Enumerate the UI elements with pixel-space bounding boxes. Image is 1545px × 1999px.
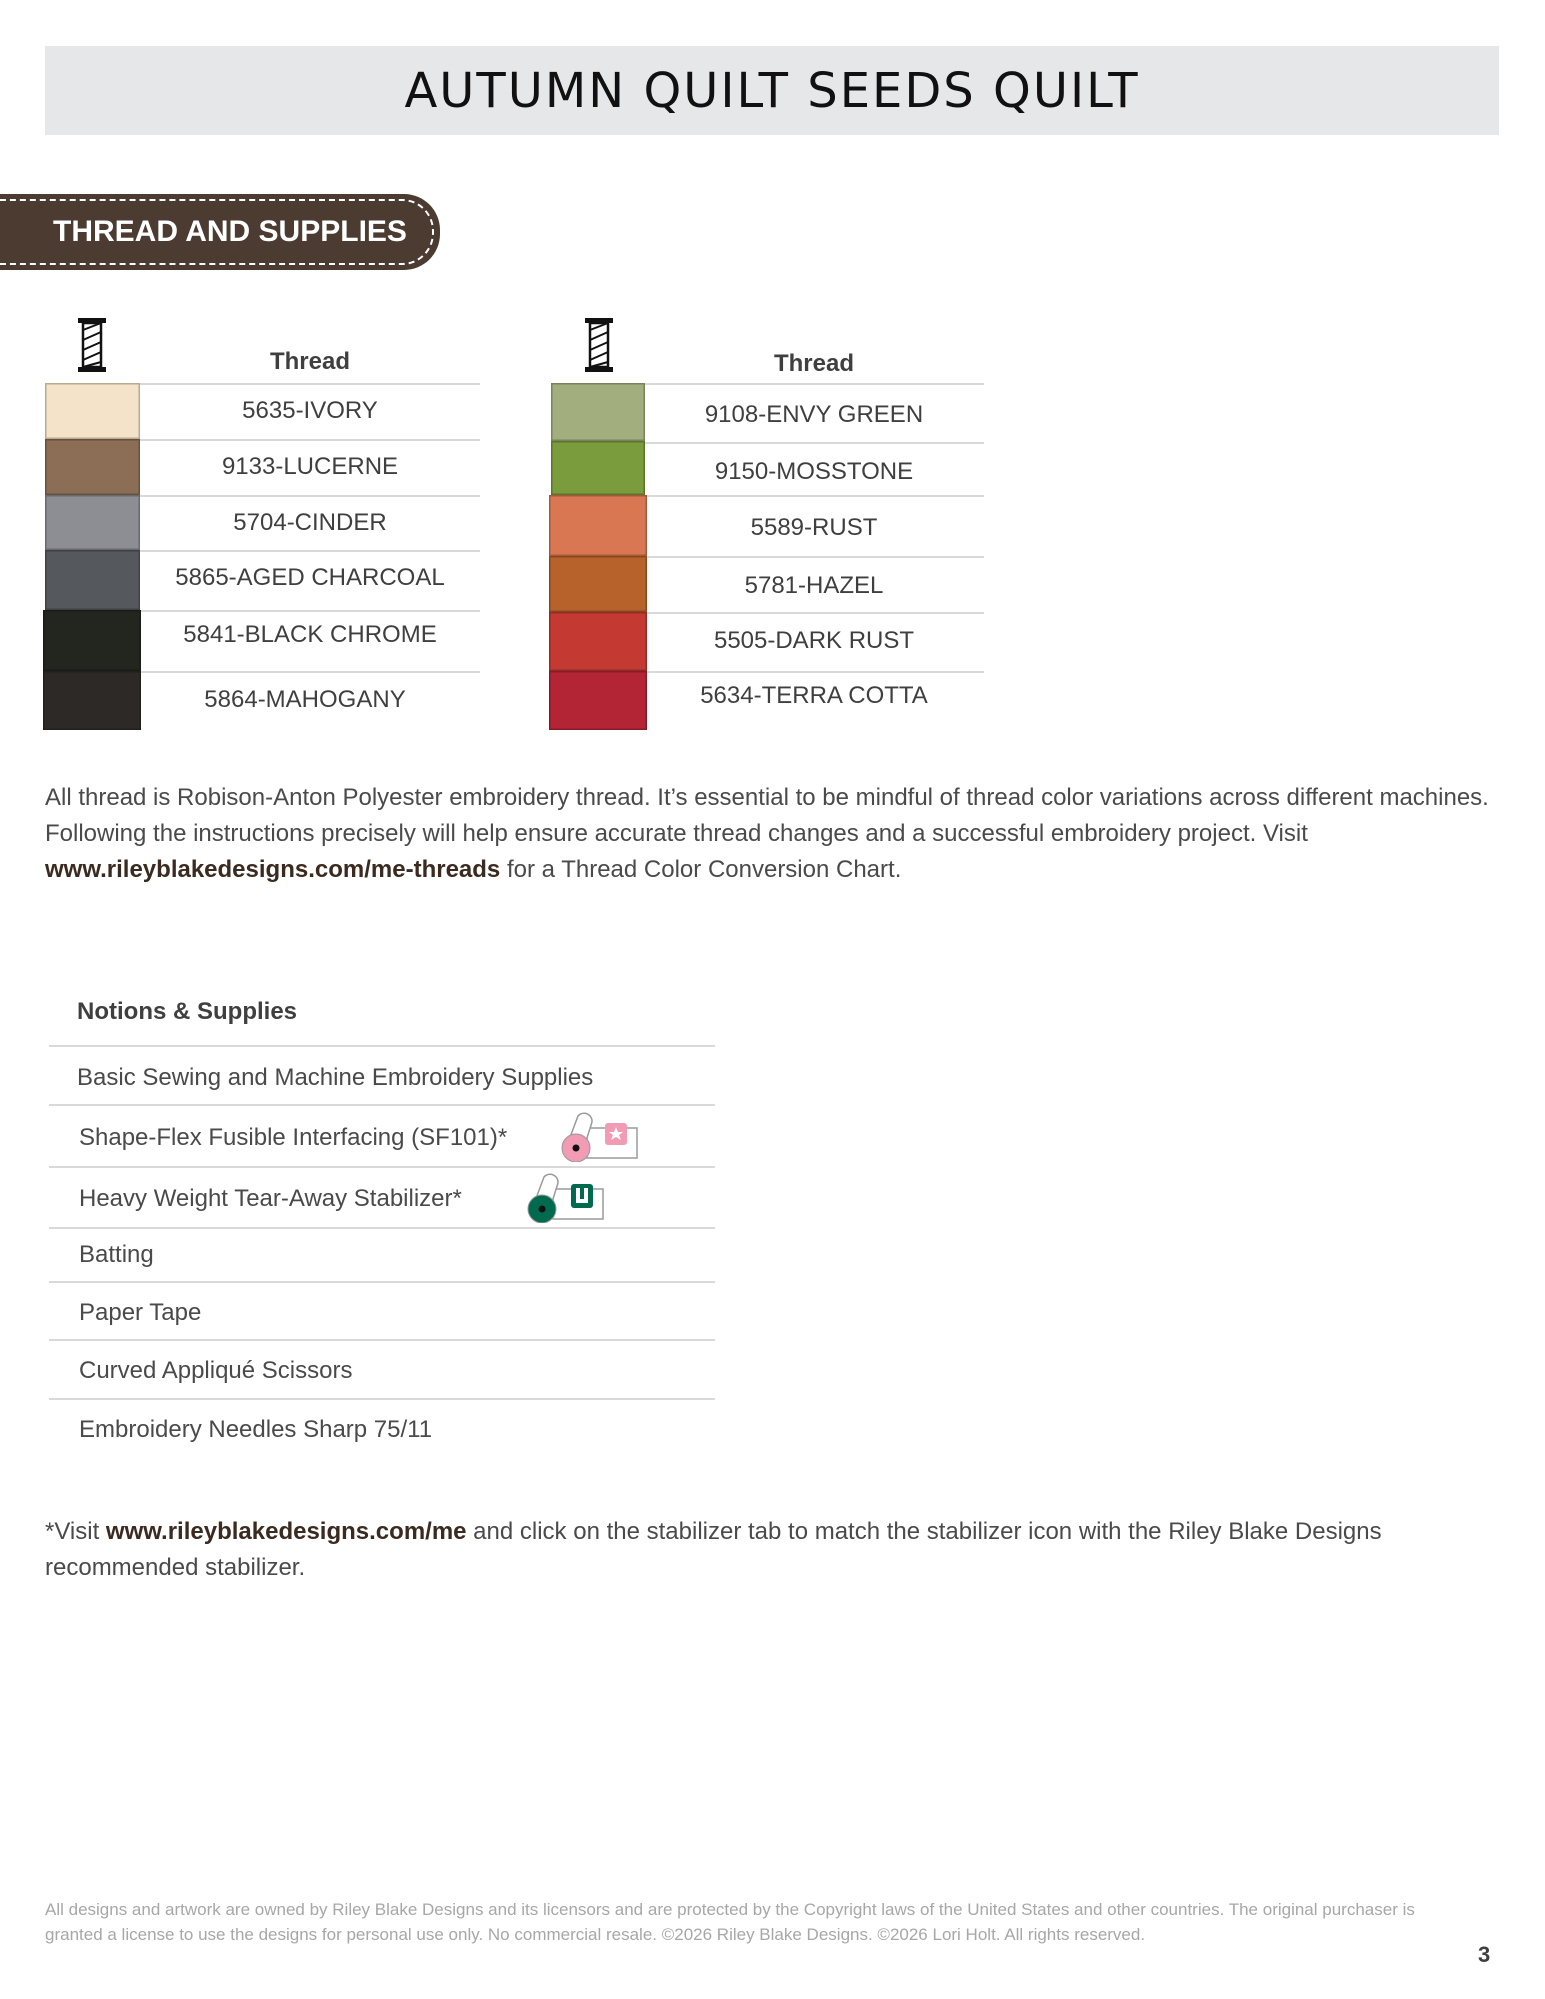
thread-swatch-hazel: [549, 556, 647, 612]
thread-note-text-after: for a Thread Color Conversion Chart.: [500, 856, 902, 883]
divider: [140, 439, 480, 441]
notion-item: Embroidery Needles Sharp 75/11: [79, 1416, 433, 1443]
notions-title: Notions & Supplies: [77, 998, 298, 1025]
thread-swatch-mosstone: [551, 441, 645, 495]
divider: [644, 671, 984, 673]
divider: [49, 1045, 715, 1047]
divider: [49, 1227, 715, 1229]
thread-name: 5505-DARK RUST: [713, 627, 915, 654]
thread-name: 5635-IVORY: [242, 397, 378, 424]
thread-swatch-mahogany: [43, 671, 141, 730]
divider: [49, 1281, 715, 1283]
divider: [140, 610, 480, 612]
thread-swatch-envy-green: [551, 383, 645, 441]
notion-item: Batting: [79, 1241, 154, 1268]
page-number: 3: [1478, 1942, 1491, 1967]
section-tab-label: THREAD AND SUPPLIES: [53, 215, 407, 248]
divider: [140, 671, 480, 673]
thread-swatch-aged-charcoal: [45, 550, 140, 610]
thread-note-text: All thread is Robison-Anton Polyester embroidery thread. It’s essential to be mindful of thread color variations across different machines. Following the instructions precisely will help ensure accurate thread changes and a successful embroidery project. Visit: [45, 784, 1489, 847]
thread-name: 5589-RUST: [750, 514, 878, 541]
thread-swatch-lucerne: [45, 439, 140, 495]
thread-spool-icon: [584, 318, 614, 372]
thread-swatch-rust: [549, 495, 647, 556]
divider: [644, 495, 984, 497]
thread-name: 5865-AGED CHARCOAL: [175, 564, 445, 591]
divider: [140, 383, 480, 385]
thread-link[interactable]: www.rileyblakedesigns.com/me-threads: [45, 856, 501, 883]
thread-name: 5864-MAHOGANY: [204, 686, 406, 713]
stabilizer-note-prefix: *Visit: [45, 1518, 106, 1545]
thread-spool-icon: [77, 318, 107, 372]
stabilizer-link[interactable]: www.rileyblakedesigns.com/me: [105, 1518, 467, 1545]
divider: [140, 550, 480, 552]
thread-name: 9133-LUCERNE: [221, 453, 399, 480]
divider: [644, 383, 984, 385]
divider: [49, 1166, 715, 1168]
title-bar: [45, 46, 1499, 135]
page-title: AUTUMN QUILT SEEDS QUILT: [404, 62, 1140, 119]
divider: [49, 1104, 715, 1106]
thread-name: 5781-HAZEL: [744, 572, 884, 599]
thread-swatch-dark-rust: [549, 612, 647, 671]
stabilizer-note: [45, 1514, 1495, 1586]
divider: [644, 442, 984, 444]
thread-swatch-terra-cotta: [549, 671, 647, 730]
pink-stabilizer-roll-icon: [560, 1110, 642, 1162]
notion-item: Shape-Flex Fusible Interfacing (SF101)*: [79, 1124, 508, 1151]
divider: [140, 495, 480, 497]
thread-name: 5704-CINDER: [233, 509, 387, 536]
thread-note: [45, 780, 1495, 888]
notion-item: Curved Appliqué Scissors: [79, 1357, 353, 1384]
green-stabilizer-roll-icon: [526, 1171, 608, 1223]
thread-name: 9108-ENVY GREEN: [704, 401, 924, 428]
notion-item: Basic Sewing and Machine Embroidery Supplies: [77, 1064, 594, 1091]
divider: [644, 612, 984, 614]
thread-name: 9150-MOSSTONE: [714, 458, 914, 485]
thread-column-header: Thread: [269, 348, 350, 375]
thread-name: 5841-BLACK CHROME: [183, 621, 437, 648]
thread-swatch-cinder: [45, 495, 140, 550]
stabilizer-note-suffix: and click on the stabilizer tab to match the stabilizer icon with the Riley Blake Designs recommended stabilizer.: [45, 1518, 1382, 1581]
divider: [49, 1339, 715, 1341]
notion-item: Heavy Weight Tear-Away Stabilizer*: [79, 1185, 462, 1212]
copyright-footer: All designs and artwork are owned by Riley Blake Designs and its licensors and are protected by the Copyright laws of the United States and other countries. The original purchaser is granted a license to use the designs for personal use only. No commercial resale. ©2026 Riley Blake Designs. ©2026 Lori Holt. All rights reserved.: [45, 1900, 1415, 1944]
notion-item: Paper Tape: [79, 1299, 202, 1326]
thread-swatch-black-chrome: [43, 610, 141, 671]
thread-swatch-ivory: [45, 383, 140, 439]
thread-name: 5634-TERRA COTTA: [700, 682, 928, 709]
divider: [644, 556, 984, 558]
divider: [49, 1398, 715, 1400]
thread-column-header: Thread: [773, 350, 854, 377]
section-tab: [0, 194, 440, 270]
